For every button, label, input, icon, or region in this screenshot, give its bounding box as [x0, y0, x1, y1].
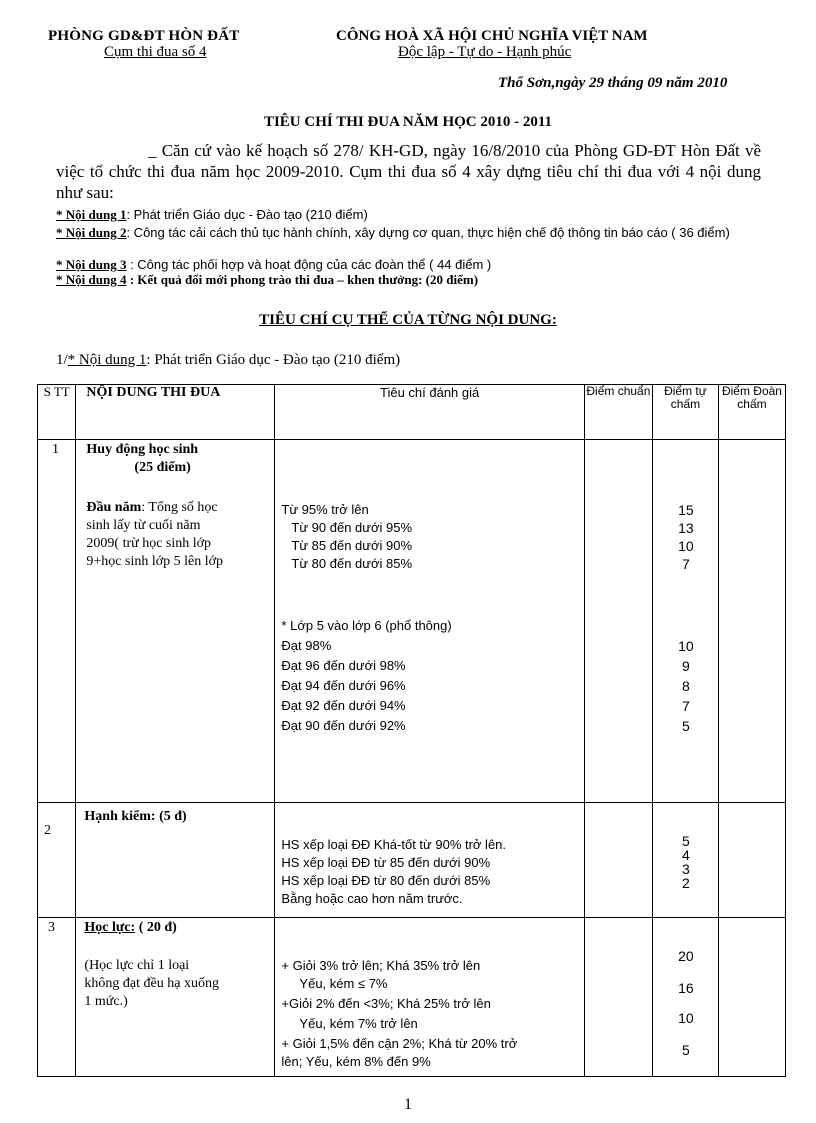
criteria-line: HS xếp loại ĐĐ từ 80 đến dưới 85%: [281, 873, 491, 888]
intro-paragraph: _ Căn cứ vào kế hoạch số 278/ KH-GD, ngày 16/8/2010 của Phòng GD-ĐT Hòn Đất về việc tổ chức thi đua năm học 2009-2010. Cụm thi đua số 4 xây dựng tiêu chí thi đua với 4 nội dung như sau:: [56, 141, 761, 202]
self-score: 7: [682, 556, 690, 572]
self-score: 3: [682, 861, 690, 877]
row-points: (25 điểm): [134, 460, 191, 475]
section-heading: 1/* Nội dung 1: Phát triển Giáo dục - Đào tạo (210 điểm): [56, 352, 401, 368]
header-criteria: Tiêu chí đánh giá: [275, 385, 584, 440]
criteria-line: Từ 85 đến dưới 90%: [291, 538, 413, 553]
row-title: Huy động học sinh: [86, 442, 199, 457]
self-score: 16: [678, 980, 694, 996]
criteria-line: Đạt 92 đến dưới 94%: [281, 698, 406, 713]
content-item-2: * Nội dung 2: Công tác cải cách thủ tục hành chính, xây dựng cơ quan, thực hiện chế độ thông tin báo cáo ( 36 điểm): [56, 225, 730, 240]
self-score: 8: [682, 678, 690, 694]
self-score: 15: [678, 502, 694, 518]
document-title: TIÊU CHÍ THI ĐUA NĂM HỌC 2010 - 2011: [263, 114, 553, 130]
content-item-4: * Nội dung 4 : Kết quả đổi mới phong trào thi đua – khen thưởng: (20 điểm): [56, 272, 479, 287]
self-score: 4: [682, 847, 690, 863]
table-row: [38, 440, 786, 803]
self-score: 2: [682, 875, 690, 891]
row-desc-line: Đầu năm: Tổng số học: [86, 500, 218, 515]
self-score: 5: [682, 718, 690, 734]
content-item-1: * Nội dung 1: Phát triển Giáo dục - Đào tạo (210 điểm): [56, 207, 368, 222]
self-score: 5: [682, 1042, 690, 1058]
table-row: [38, 803, 786, 918]
row-stt: 1: [52, 442, 59, 457]
criteria-line: +Giỏi 2% đến <3%; Khá 25% trở lên: [281, 996, 491, 1011]
content-item-3: * Nội dung 3 : Công tác phối hợp và hoạt động của các đoàn thể ( 44 điểm ): [56, 257, 492, 272]
row-title: Hạnh kiểm: (5 đ): [84, 809, 187, 824]
table-row: [38, 918, 786, 1077]
row-desc-line: 2009( trừ học sinh lớp: [86, 536, 212, 551]
national-motto: Độc lập - Tự do - Hạnh phúc: [398, 44, 572, 60]
self-score: 9: [682, 658, 690, 674]
row-stt: 2: [44, 823, 51, 838]
row-title: Học lực: ( 20 đ): [84, 920, 177, 935]
self-score: 10: [678, 538, 694, 554]
criteria-line: Yếu, kém ≤ 7%: [299, 976, 388, 991]
row-desc-line: sinh lấy từ cuối năm: [86, 518, 201, 533]
row-desc-line: 9+học sinh lớp 5 lên lớp: [86, 554, 224, 569]
criteria-line: Từ 80 đến dưới 85%: [291, 556, 413, 571]
criteria-line: Đạt 96 đến dưới 98%: [281, 658, 406, 673]
self-score: 5: [682, 833, 690, 849]
department-name: PHÒNG GD&ĐT HÒN ĐẤT: [48, 28, 240, 44]
document-date: Thổ Sơn,ngày 29 tháng 09 năm 2010: [498, 75, 728, 91]
self-score: 7: [682, 698, 690, 714]
criteria-line: Bằng hoặc cao hơn năm trước.: [281, 891, 463, 906]
row-desc-line: (Học lực chỉ 1 loại: [84, 958, 190, 973]
criteria-line: Đạt 90 đến dưới 92%: [281, 718, 406, 733]
header-content: NỘI DUNG THI ĐUA: [76, 385, 275, 440]
criteria-line: lên; Yếu, kém 8% đến 9%: [281, 1054, 431, 1069]
criteria-line: Đạt 98%: [281, 638, 332, 653]
row-stt: 3: [48, 920, 55, 935]
criteria-line: Yếu, kém 7% trở lên: [299, 1016, 418, 1031]
table-header-row: [38, 385, 786, 440]
self-score: 20: [678, 948, 694, 964]
row-desc-line: không đạt đều hạ xuống: [84, 976, 219, 991]
criteria-line: HS xếp loại ĐĐ từ 85 đến dưới 90%: [281, 855, 491, 870]
header-self-score: Điểm tự chấm: [652, 385, 718, 440]
header-standard-score: Điểm chuẩn: [584, 385, 652, 440]
header-team-score: Điểm Đoàn chấm: [718, 385, 785, 440]
criteria-line: * Lớp 5 vào lớp 6 (phổ thông): [281, 618, 452, 633]
criteria-table: [37, 384, 786, 1077]
criteria-line: Đạt 94 đến dưới 96%: [281, 678, 406, 693]
criteria-line: Từ 95% trở lên: [281, 502, 369, 517]
cluster-name: Cụm thi đua số 4: [104, 44, 207, 60]
self-score: 10: [678, 638, 694, 654]
header-stt: S TT: [38, 385, 76, 440]
national-title: CÔNG HOÀ XÃ HỘI CHỦ NGHĨA VIỆT NAM: [336, 28, 648, 44]
criteria-line: Từ 90 đến dưới 95%: [291, 520, 413, 535]
criteria-line: + Giỏi 3% trở lên; Khá 35% trở lên: [281, 958, 481, 973]
row-desc-line: 1 mức.): [84, 994, 128, 1009]
criteria-line: + Giỏi 1,5% đến cận 2%; Khá từ 20% trở: [281, 1036, 518, 1051]
page-number: 1: [404, 1096, 412, 1113]
self-score: 10: [678, 1010, 694, 1026]
criteria-line: HS xếp loại ĐĐ Khá-tốt từ 90% trở lên.: [281, 837, 507, 852]
self-score: 13: [678, 520, 694, 536]
criteria-subtitle: TIÊU CHÍ CỤ THỂ CỦA TỪNG NỘI DUNG:: [259, 312, 557, 328]
